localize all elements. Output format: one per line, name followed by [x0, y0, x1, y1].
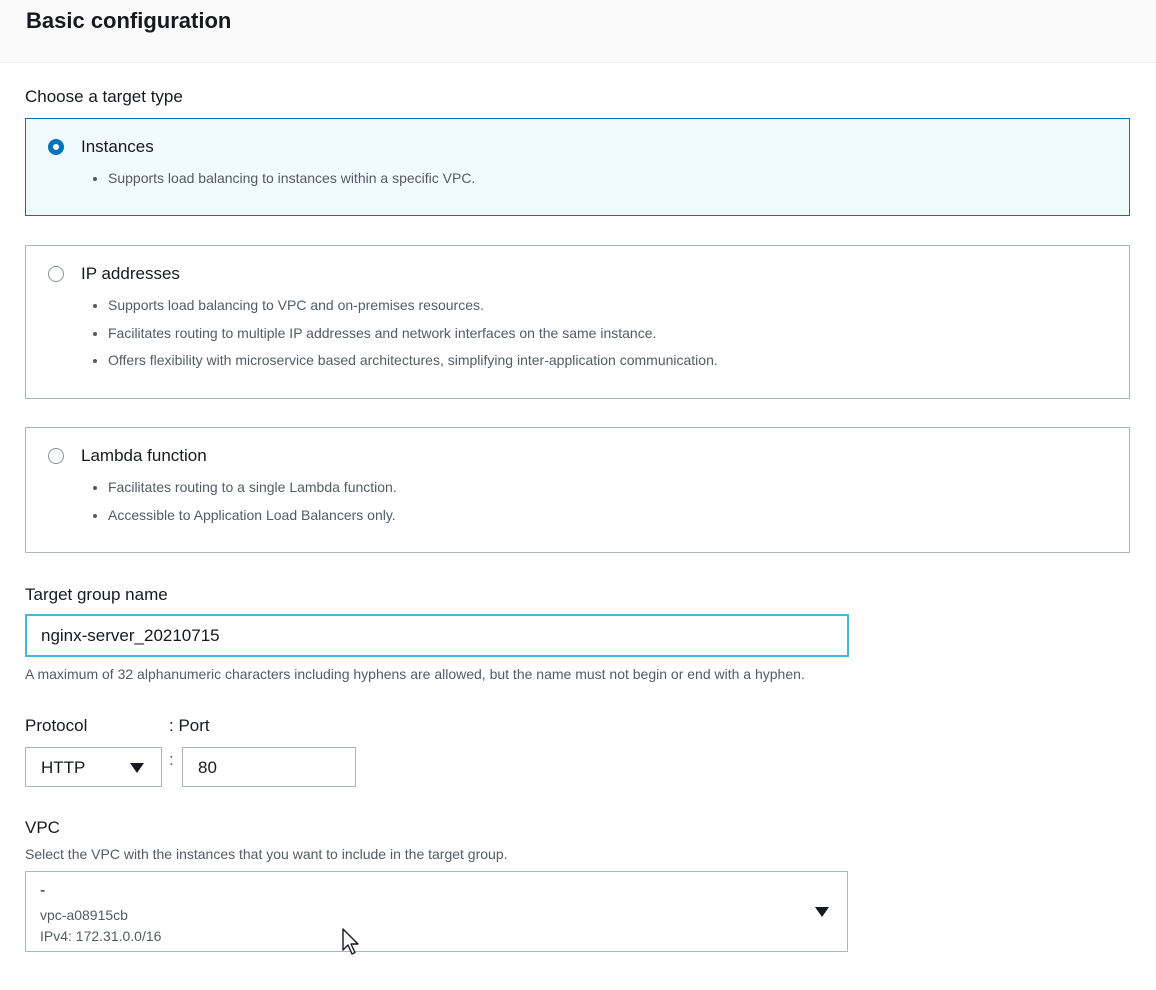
target-type-lambda-tile[interactable]	[25, 427, 1130, 553]
port-input[interactable]	[182, 747, 356, 787]
section-title: Basic configuration	[26, 8, 232, 33]
port-separator: :	[169, 750, 174, 769]
target-group-name-label: Target group name	[25, 585, 168, 604]
vpc-select[interactable]	[25, 871, 848, 952]
vpc-label: VPC	[25, 818, 60, 837]
instances-radio[interactable]	[48, 139, 64, 155]
list-item: • Supports load balancing to instances within a specific VPC.	[108, 169, 475, 197]
target-group-name-hint: A maximum of 32 alphanumeric characters including hyphens are allowed, but the name must not begin or end with a hyphen.	[25, 666, 805, 682]
port-value: 80	[198, 758, 217, 777]
lambda-bullets	[90, 478, 397, 533]
lambda-radio[interactable]	[48, 448, 64, 464]
section-header	[0, 0, 1156, 63]
protocol-value: HTTP	[41, 758, 86, 777]
list-item: • Supports load balancing to VPC and on-premises resources.	[108, 296, 718, 324]
instances-title: Instances	[81, 137, 154, 156]
vpc-selected-name: -	[40, 882, 46, 899]
list-item: • Facilitates routing to a single Lambda function.	[108, 478, 397, 506]
lambda-title: Lambda function	[81, 446, 207, 465]
ip-addresses-radio[interactable]	[48, 266, 64, 282]
list-item: • Accessible to Application Load Balancers only.	[108, 506, 397, 534]
chevron-down-icon	[815, 907, 829, 917]
target-type-instances-tile[interactable]	[25, 118, 1130, 216]
mouse-pointer-icon	[341, 928, 361, 956]
target-group-name-value: nginx-server_20210715	[41, 626, 220, 645]
vpc-hint: Select the VPC with the instances that you want to include in the target group.	[25, 846, 508, 862]
protocol-label: Protocol	[25, 716, 88, 735]
target-group-name-input[interactable]	[25, 614, 849, 657]
ip-addresses-title: IP addresses	[81, 264, 180, 283]
list-item: • Offers flexibility with microservice based architectures, simplifying inter-application communication.	[108, 351, 718, 379]
ip-addresses-bullets	[90, 296, 718, 379]
vpc-selected-cidr: IPv4: 172.31.0.0/16	[40, 928, 162, 944]
target-type-ip-tile[interactable]	[25, 245, 1130, 399]
instances-bullets	[90, 169, 475, 197]
port-label: : Port	[169, 716, 210, 735]
list-item: • Facilitates routing to multiple IP addresses and network interfaces on the same instance.	[108, 324, 718, 352]
target-type-label: Choose a target type	[25, 87, 183, 106]
vpc-selected-id: vpc-a08915cb	[40, 907, 128, 923]
protocol-select[interactable]	[25, 747, 162, 787]
chevron-down-icon	[130, 763, 144, 773]
